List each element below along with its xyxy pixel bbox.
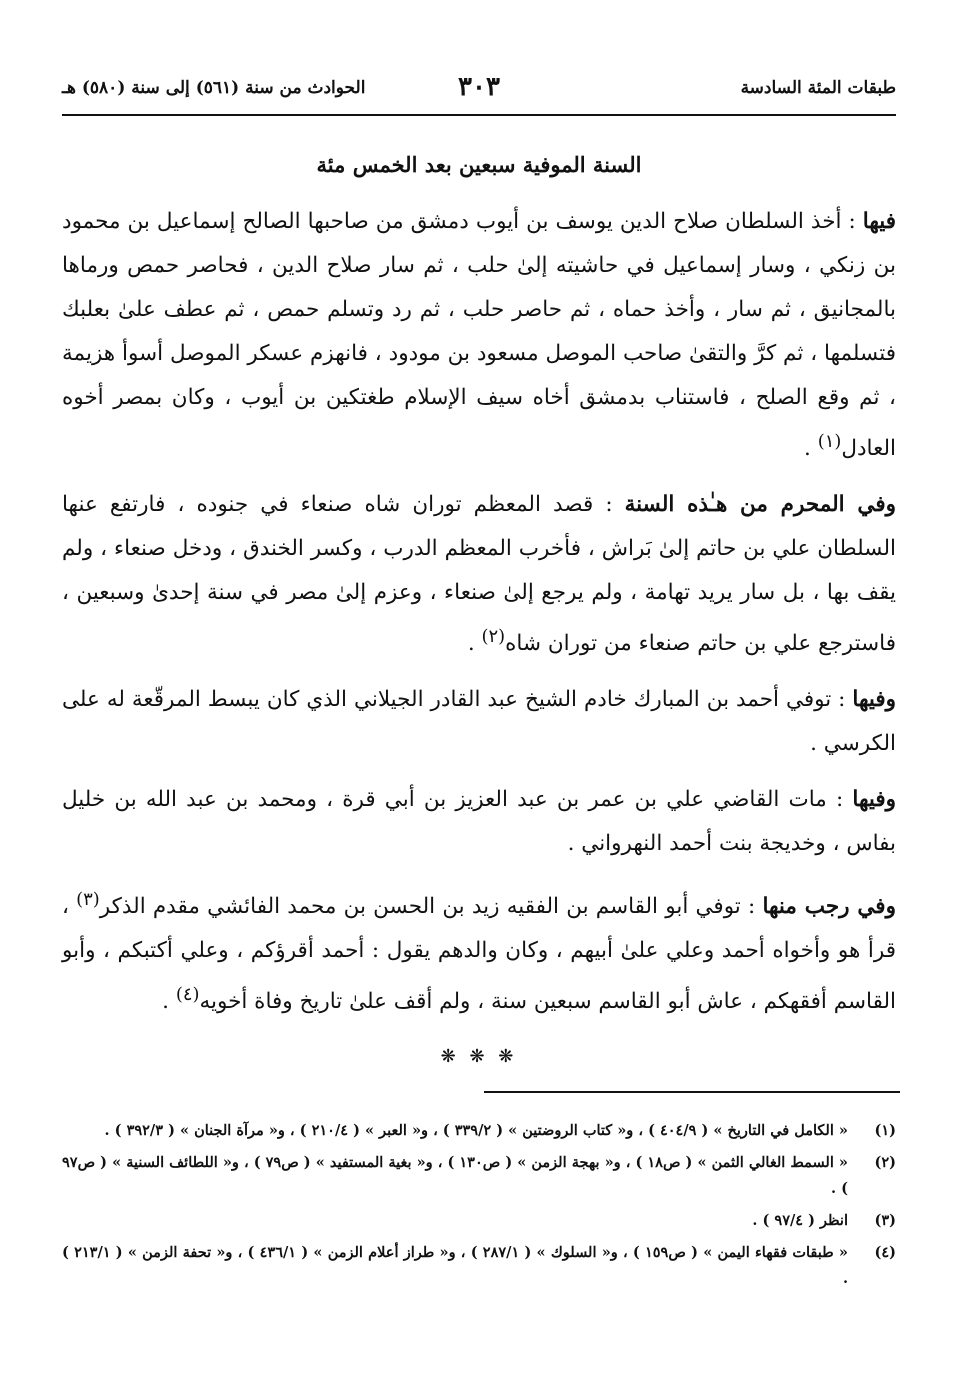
- paragraph-lead: وفي رجب منها: [762, 894, 896, 920]
- paragraph-text-continued: ، قرأ هو وأخواه أحمد وعلي علىٰ أبيهم ، وكان والدهم يقول : أحمد أقرؤكم ، وعلي أكتبكم ، وأبو القاسم أفقهكم ، عاش أبو القاسم سبعين سنة ، ولم أقف علىٰ تاريخ وفاة أخويه: [62, 894, 896, 1015]
- footnote-1: [62, 1118, 896, 1144]
- footnote-4: [62, 1240, 896, 1292]
- footnote-number: (٢): [874, 1154, 896, 1171]
- paragraph-end: .: [162, 989, 176, 1015]
- footnote-number: (١): [874, 1122, 896, 1139]
- footnote-rule: [484, 1091, 900, 1093]
- paragraph-1: [62, 200, 896, 471]
- paragraph-text: : أخذ السلطان صلاح الدين يوسف بن أيوب دمشق من صاحبها الصالح إسماعيل بن محمود بن زنكي ، وسار إسماعيل في حاشيته إلىٰ حلب ، ثم سار صلاح الدين ، فحاصر حمص ورماها بالمجانيق ، ثم سار ، وأخذ حماه ، ثم حاصر حلب ، ثم رد وتسلم حمص ، ثم عطف علىٰ بعلبك فتسلمها ، ثم كرَّ والتقىٰ صاحب الموصل مسعود بن مودود ، فانهزم عسكر الموصل أسوأ هزيمة ، ثم وقع الصلح ، فاستناب بدمشق أخاه سيف الإسلام طغتكين بن أيوب ، وكان بمصر أخوه العادل: [62, 209, 896, 462]
- main-text: [62, 200, 896, 1037]
- section-title: السنة الموفية سبعين بعد الخمس مئة: [316, 152, 642, 177]
- paragraph-text: : توفي أحمد بن المبارك خادم الشيخ عبد القادر الجيلاني الذي كان يبسط المرقّعة له على الكرسي .: [62, 687, 896, 757]
- page-header: [62, 72, 896, 110]
- section-separator: ❋ ❋ ❋: [440, 1046, 518, 1067]
- paragraph-lead: وفيها: [852, 787, 896, 813]
- paragraph-lead: وفي المحرم من هـٰذه السنة: [624, 492, 896, 518]
- footnotes: [62, 1118, 896, 1298]
- footnote-text: « طبقات فقهاء اليمن » ( ص١٥٩ ) ، و« السلوك » ( ٢٨٧/١ ) ، و« طراز أعلام الزمن » ( ٤٣٦/١ ) ، و« تحفة الزمن » ( ٢١٣/١ ) .: [62, 1244, 848, 1287]
- footnote-ref: (٢): [481, 626, 506, 648]
- paragraph-5: [62, 878, 896, 1024]
- header-rule: [62, 114, 896, 116]
- footnote-number: (٣): [874, 1212, 896, 1229]
- paragraph-lead: فيها: [862, 209, 896, 234]
- footnote-text: « الكامل في التاريخ » ( ٤٠٤/٩ ) ، و« كتاب الروضتين » ( ٣٣٩/٢ ) ، و« العبر » ( ٢١٠/٤ ) ، و« مرآة الجنان » ( ٣٩٢/٣ ) .: [104, 1122, 848, 1139]
- paragraph-end: .: [804, 436, 818, 462]
- footnote-text: انظر ( ٩٧/٤ ) .: [752, 1212, 848, 1229]
- section-range: الحوادث من سنة (٥٦١) إلى سنة (٥٨٠) هـ: [62, 78, 366, 98]
- footnote-ref: (١): [817, 431, 842, 452]
- footnote-3: [62, 1208, 896, 1234]
- paragraph-text: : قصد المعظم توران شاه صنعاء في جنوده ، فارتفع عنها السلطان علي بن حاتم إلىٰ بَراش ، فأخرب المعظم الدرب ، وكسر الخندق ، ودخل صنعاء ، ولم يقف بها ، بل سار يريد تهامة ، ولم يرجع إلىٰ صنعاء ، وعزم إلىٰ مصر في سنة إحدىٰ وسبعين ، فاسترجع علي بن حاتم صنعاء من توران شاه: [62, 492, 896, 657]
- paragraph-4: [62, 778, 896, 866]
- paragraph-lead: وفيها: [852, 687, 896, 713]
- paragraph-text: : توفي أبو القاسم بن الفقيه زيد بن الحسن بن محمد الفائشي مقدم الذكر: [99, 894, 763, 920]
- footnote-ref: (٣): [76, 889, 100, 911]
- footnote-ref: (٤): [175, 984, 200, 1006]
- paragraph-end: .: [467, 631, 482, 657]
- book-title: طبقات المئة السادسة: [740, 78, 896, 98]
- footnote-2: [62, 1150, 896, 1202]
- paragraph-3: [62, 678, 896, 766]
- page-number: ٣٠٣: [458, 72, 500, 102]
- paragraph-2: [62, 483, 896, 666]
- paragraph-text: : مات القاضي علي بن عمر بن عبد العزيز بن أبي قرة ، ومحمد بن عبد الله بن خليل بفاس ، وخديجة بنت أحمد النهرواني .: [62, 787, 896, 857]
- footnote-number: (٤): [874, 1244, 896, 1261]
- footnote-text: « السمط الغالي الثمن » ( ص١٨ ) ، و« بهجة الزمن » ( ص١٣٠ ) ، و« بغية المستفيد » ( ص٧٩ ) ، و« اللطائف السنية » ( ص٩٧ ) .: [62, 1154, 848, 1197]
